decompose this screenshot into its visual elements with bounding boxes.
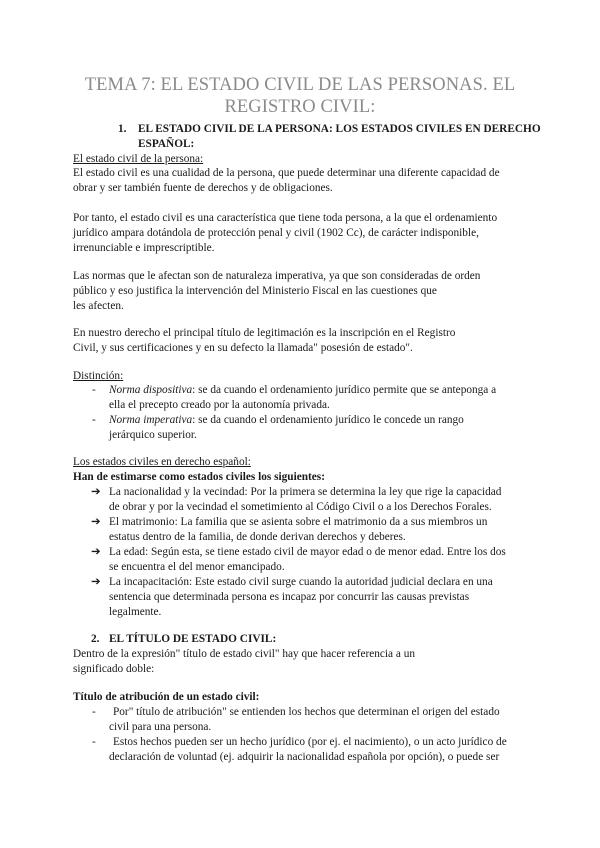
- list-item: La incapacitación: Este estado civil surge cuando la autoridad judicial declara en una: [109, 576, 493, 588]
- list-item-text: : se da cuando el ordenamiento jurídico le concede un rango: [192, 414, 464, 426]
- paragraph-line: Dentro de la expresión" título de estado civil" hay que hacer referencia a un: [73, 648, 416, 660]
- list-item-text: : se da cuando el ordenamiento jurídico permite que se anteponga a: [192, 384, 497, 396]
- title-line-1: TEMA 7: EL ESTADO CIVIL DE LAS PERSONAS. EL: [84, 75, 516, 95]
- list-item: [109, 413, 464, 428]
- list-item-continuation: estatus dentro de la familia, de donde derivan derechos y deberes.: [109, 531, 406, 543]
- subheading-estados-civiles: Los estados civiles en derecho español:: [73, 456, 251, 468]
- section1-heading-line2: ESPAÑOL:: [138, 138, 195, 150]
- dash-bullet: -: [92, 384, 96, 396]
- term-norma-dispositiva: Norma dispositiva: [109, 384, 193, 396]
- list-item-continuation: jerárquico superior.: [109, 429, 197, 441]
- paragraph-line: público y eso justifica la intervención del Ministerio Fiscal en las cuestiones que: [73, 285, 437, 297]
- section2-number: 2.: [91, 633, 100, 645]
- paragraph-line: significado doble:: [73, 663, 155, 675]
- arrow-bullet-icon: ➔: [91, 516, 101, 528]
- paragraph-line: El estado civil es una cualidad de la persona, que puede determinar una diferente capacidad de: [73, 167, 500, 179]
- section2-heading: EL TÍTULO DE ESTADO CIVIL:: [109, 633, 277, 645]
- list-item-continuation: ella el precepto creado por la autonomía privada.: [109, 399, 330, 411]
- list-item-continuation: se encuentra el del menor emancipado.: [109, 561, 285, 573]
- subheading-titulo-atribucion: Título de atribución de un estado civil:: [73, 691, 260, 703]
- arrow-bullet-icon: ➔: [91, 576, 101, 588]
- dash-bullet: -: [92, 736, 96, 748]
- subheading-distincion: Distinción:: [73, 370, 124, 382]
- paragraph-line: Las normas que le afectan son de naturaleza imperativa, ya que son consideradas de orden: [73, 270, 481, 282]
- list-item-continuation: declaración de voluntad (ej. adquirir la nacionalidad española por opción), o puede ser: [109, 751, 500, 763]
- list-item: La edad: Según esta, se tiene estado civil de mayor edad o de menor edad. Entre los dos: [109, 546, 506, 558]
- arrow-bullet-icon: ➔: [91, 546, 101, 558]
- list-item: Por" título de atribución" se entienden los hechos que determinan el origen del estado: [113, 706, 500, 718]
- title-line-2: REGISTRO CIVIL:: [224, 97, 376, 117]
- term-norma-imperativa: Norma imperativa: [109, 414, 193, 426]
- paragraph-line: irrenunciable e imprescriptible.: [73, 242, 215, 254]
- document-title: [60, 74, 540, 118]
- paragraph-line: les afecten.: [73, 300, 124, 312]
- dash-bullet: -: [92, 706, 96, 718]
- lead-sentence: Han de estimarse como estados civiles los siguientes:: [73, 471, 325, 483]
- list-item-continuation: sentencia que determinada persona es incapaz por concurrir las causas previstas: [109, 591, 470, 603]
- paragraph-line: obrar y ser también fuente de derechos y de obligaciones.: [73, 182, 333, 194]
- list-item: La nacionalidad y la vecindad: Por la primera se determina la ley que rige la capacidad: [109, 486, 502, 498]
- dash-bullet: -: [92, 414, 96, 426]
- section1-heading-line1: EL ESTADO CIVIL DE LA PERSONA: LOS ESTADOS CIVILES EN DERECHO: [138, 123, 541, 135]
- list-item-continuation: de obrar y por la vecindad el sometimiento al Código Civil o a los Derechos Forales.: [109, 501, 492, 513]
- paragraph-line: En nuestro derecho el principal título de legitimación es la inscripción en el Registro: [73, 327, 456, 339]
- paragraph-line: Por tanto, el estado civil es una característica que tiene toda persona, a la que el ordenamiento: [73, 212, 498, 224]
- list-item-continuation: legalmente.: [109, 606, 162, 618]
- list-item: El matrimonio: La familia que se asienta sobre el matrimonio da a sus miembros un: [109, 516, 488, 528]
- arrow-bullet-icon: ➔: [91, 486, 101, 498]
- paragraph-line: jurídico ampara dotándola de protección penal y civil (1902 Cc), de carácter indisponible,: [73, 227, 479, 239]
- list-item-continuation: civil para una persona.: [109, 721, 212, 733]
- list-item: Estos hechos pueden ser un hecho jurídico (por ej. el nacimiento), o un acto jurídico de: [113, 736, 507, 748]
- subheading-estado-civil-persona: El estado civil de la persona:: [73, 153, 204, 165]
- section1-number: 1.: [118, 123, 127, 135]
- paragraph-line: Civil, y sus certificaciones y en su defecto la llamada" posesión de estado".: [73, 342, 413, 354]
- list-item: [109, 383, 496, 398]
